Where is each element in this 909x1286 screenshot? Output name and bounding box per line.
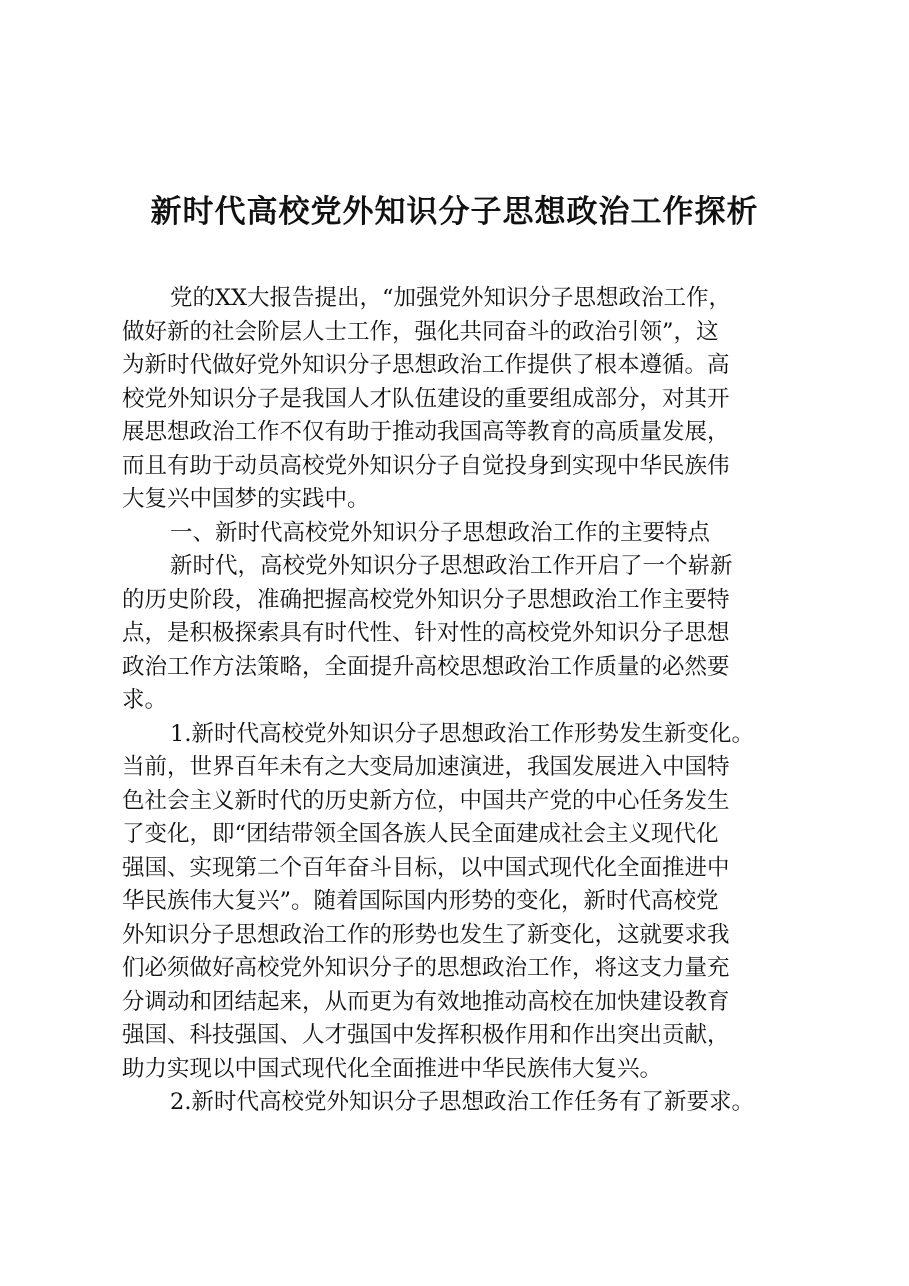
text-line: 强国、科技强国、人才强国中发挥积极作用和作出突出贡献，	[122, 1022, 730, 1048]
text-line: 展思想政治工作不仅有助于推动我国高等教育的高质量发展，	[122, 419, 730, 445]
text-line: 当前，世界百年未有之大变局加速演进，我国发展进入中国特	[122, 754, 730, 780]
text-line: 强国、实现第二个百年奋斗目标，以中国式现代化全面推进中	[122, 854, 730, 881]
text-line: 大复兴中国梦的实践中。	[122, 486, 370, 512]
text-line: 校党外知识分子是我国人才队伍建设的重要组成部分，对其开	[122, 385, 730, 412]
text-line: 求。	[122, 687, 168, 713]
text-line: 点，是积极探索具有时代性、针对性的高校党外知识分子思想	[122, 620, 730, 646]
subheading-line: 2.新时代高校党外知识分子思想政治工作任务有了新要求。	[170, 1089, 754, 1115]
text-line: 色社会主义新时代的历史新方位，中国共产党的中心任务发生	[122, 787, 730, 814]
text-line: 新时代，高校党外知识分子思想政治工作开启了一个崭新	[170, 553, 733, 579]
subheading-line: 1.新时代高校党外知识分子思想政治工作形势发生新变化。	[170, 720, 754, 747]
text-line: 的历史阶段，准确把握高校党外知识分子思想政治工作主要特	[122, 586, 730, 613]
text-line: 助力实现以中国式现代化全面推进中华民族伟大复兴。	[122, 1055, 663, 1082]
text-line: 政治工作方法策略，全面提升高校思想政治工作质量的必然要	[122, 653, 730, 680]
text-line: 做好新的社会阶层人士工作，强化共同奋斗的政治引领”，这	[122, 318, 719, 345]
text-line: 分调动和团结起来，从而更为有效地推动高校在加快建设教育	[122, 988, 730, 1015]
document-title: 新时代高校党外知识分子思想政治工作探析	[150, 194, 759, 230]
text-line: 了变化，即“团结带领全国各族人民全面建成社会主义现代化	[122, 821, 719, 847]
text-line: 华民族伟大复兴”。随着国际国内形势的变化，新时代高校党	[122, 888, 719, 914]
text-line: 们必须做好高校党外知识分子的思想政治工作，将这支力量充	[122, 955, 730, 981]
section-heading: 一、新时代高校党外知识分子思想政治工作的主要特点	[170, 519, 711, 546]
text-line: 为新时代做好党外知识分子思想政治工作提供了根本遵循。高	[122, 352, 730, 378]
document-body	[122, 282, 802, 1120]
text-line: 党的XX大报告提出，“加强党外知识分子思想政治工作，	[170, 285, 732, 311]
text-line: 外知识分子思想政治工作的形势也发生了新变化，这就要求我	[122, 921, 730, 948]
text-line: 而且有助于动员高校党外知识分子自觉投身到实现中华民族伟	[122, 452, 730, 479]
